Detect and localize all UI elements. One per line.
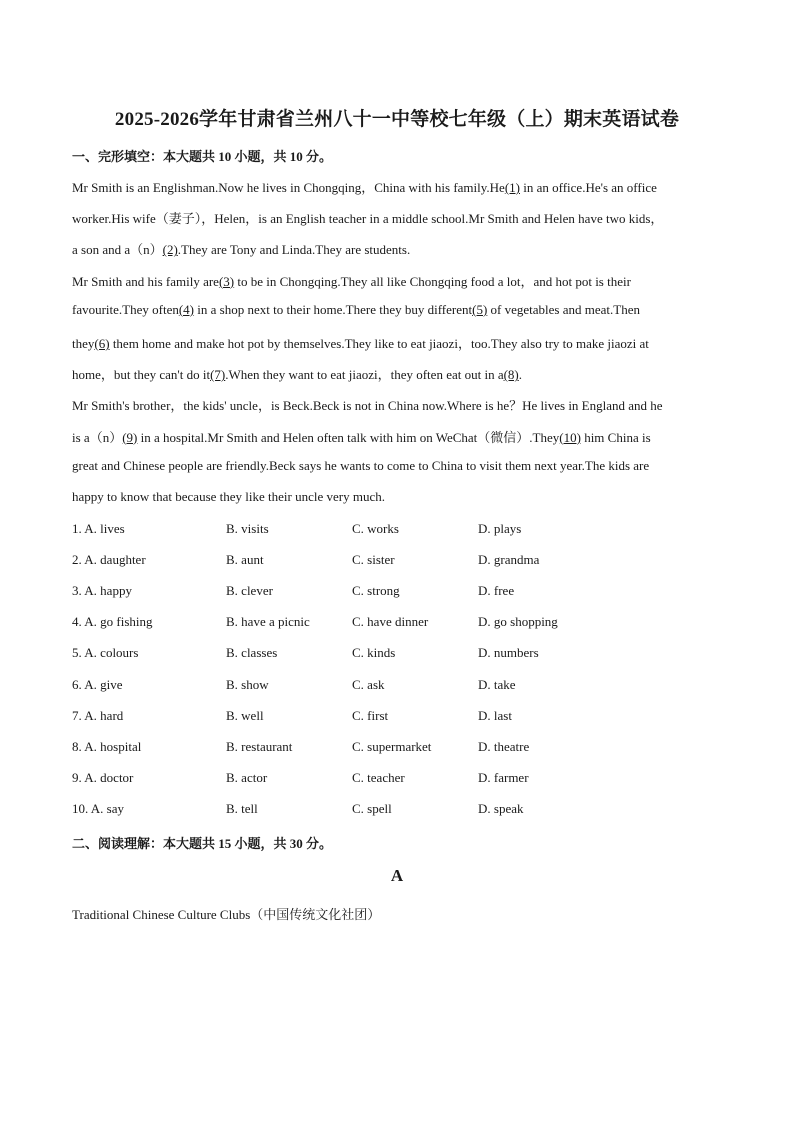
question-row	[72, 677, 722, 697]
passage-text: a son and a（n）	[72, 242, 163, 258]
passage-text: they	[72, 336, 95, 351]
question-row	[72, 614, 722, 634]
blank-number: (7)	[210, 367, 226, 383]
blank-number: (8)	[503, 367, 519, 383]
option-c: C. have dinner	[352, 614, 429, 630]
option-d: D. grandma	[478, 552, 540, 568]
passage-line	[72, 208, 722, 227]
blank-number: (5)	[472, 301, 488, 317]
passage-line	[72, 239, 722, 258]
blank-number: (3)	[218, 273, 235, 289]
option-a: 6. A. give	[72, 676, 123, 692]
option-d: D. take	[478, 676, 516, 692]
question-row	[72, 521, 722, 541]
option-c: C. first	[352, 707, 389, 723]
passage-text: favourite.They often	[72, 301, 179, 317]
blank-number: (4)	[178, 301, 195, 317]
blank-number: (2)	[162, 242, 178, 258]
option-d: D. farmer	[478, 769, 529, 785]
passage-line	[72, 489, 722, 505]
passage-text: .They are Tony and Linda.They are students.	[177, 242, 411, 258]
page-title: 2025-2026学年甘肃省兰州八十一中等校七年级（上）期末英语试卷	[114, 109, 680, 130]
option-b: B. show	[226, 676, 269, 692]
option-b: B. visits	[226, 521, 269, 536]
option-d: D. theatre	[478, 738, 530, 754]
option-b: B. tell	[226, 800, 258, 816]
passage-text: Mr Smith's brother，the kids' uncle，is Beck.Beck is not in China now.Where is he？He lives in England and he	[72, 398, 663, 414]
option-a: 10. A. say	[72, 800, 124, 816]
option-b: B. restaurant	[226, 738, 293, 754]
option-c: C. spell	[352, 800, 392, 816]
option-c: C. strong	[352, 583, 400, 599]
passage-text: .	[518, 367, 523, 383]
passage-text: him China is	[580, 429, 651, 445]
option-a: 4. A. go fishing	[72, 614, 153, 630]
question-row	[72, 770, 722, 790]
option-b: B. actor	[226, 769, 268, 785]
question-row	[72, 645, 722, 665]
blank-number: (9)	[122, 429, 138, 445]
passage-line	[72, 177, 722, 196]
section-heading-reading: 二、阅读理解：本大题共 15 小题，共 30 分。	[72, 836, 333, 851]
question-row	[72, 801, 722, 821]
option-c: C. teacher	[352, 769, 405, 785]
option-b: B. well	[226, 707, 264, 723]
option-d: D. numbers	[478, 645, 539, 661]
passage-text: happy to know that because they like their uncle very much.	[72, 489, 385, 504]
option-a: 3. A. happy	[72, 583, 132, 599]
passage-text: home，but they can't do it	[72, 367, 211, 383]
passage-text: in a shop next to their home.There they buy different	[194, 301, 473, 317]
passage-line	[72, 302, 722, 318]
option-d: D. plays	[478, 521, 522, 536]
question-row	[72, 583, 722, 603]
passage-text: to be in Chongqing.They all like Chongqing food a lot，and hot pot is their	[234, 273, 631, 289]
passage-line	[72, 458, 722, 474]
passage-line	[72, 271, 722, 290]
passage-text: of vegetables and meat.Then	[487, 301, 640, 317]
option-b: B. have a picnic	[226, 614, 310, 630]
passage-text: great and Chinese people are friendly.Beck says he wants to come to China to visit them next year.The kids are	[72, 457, 650, 473]
option-d: D. go shopping	[478, 614, 558, 630]
option-c: C. ask	[352, 676, 385, 692]
passage-text: Mr Smith and his family are	[72, 273, 219, 289]
option-a: 8. A. hospital	[72, 738, 142, 754]
passage-line	[72, 333, 722, 352]
option-d: D. free	[478, 583, 515, 599]
passage-line	[72, 427, 722, 446]
blank-number: (6)	[94, 336, 110, 351]
passage-text: is a（n）	[72, 429, 123, 445]
blank-number: (10)	[559, 429, 581, 445]
option-a: 7. A. hard	[72, 707, 124, 723]
option-c: C. supermarket	[352, 738, 432, 754]
option-a: 1. A. lives	[72, 521, 125, 536]
option-a: 2. A. daughter	[72, 552, 146, 568]
passage-line	[72, 395, 722, 414]
option-c: C. works	[352, 521, 399, 536]
blank-number: (1)	[504, 180, 520, 195]
passage-text: Mr Smith is an Englishman.Now he lives in Chongqing，China with his family.He	[72, 180, 505, 195]
option-b: B. classes	[226, 645, 278, 661]
passage-title: Traditional Chinese Culture Clubs（中国传统文化社团）	[72, 907, 381, 922]
question-row	[72, 552, 722, 572]
passage-text: in a hospital.Mr Smith and Helen often talk with him on WeChat（微信）.They	[137, 429, 560, 445]
option-d: D. speak	[478, 800, 524, 816]
passage-text: them home and make hot pot by themselves.They like to eat jiaozi，too.They also try to make jiaozi at	[109, 336, 649, 351]
option-c: C. sister	[352, 552, 395, 568]
passage-text: .When they want to eat jiaozi，they often eat out in a	[225, 367, 504, 383]
option-a: 9. A. doctor	[72, 769, 134, 785]
section-heading-cloze: 一、完形填空：本大题共 10 小题，共 10 分。	[72, 149, 333, 164]
passage-text: worker.His wife（妻子），Helen，is an English teacher in a middle school.Mr Smith and Helen have two kids，	[72, 211, 664, 227]
passage-line	[72, 364, 722, 383]
question-row	[72, 739, 722, 759]
option-b: B. aunt	[226, 552, 264, 568]
option-d: D. last	[478, 707, 512, 723]
question-row	[72, 708, 722, 728]
passage-text: in an office.He's an office	[520, 180, 657, 195]
part-label: A	[390, 866, 404, 885]
option-c: C. kinds	[352, 645, 396, 661]
option-b: B. clever	[226, 583, 273, 599]
option-a: 5. A. colours	[72, 645, 139, 661]
